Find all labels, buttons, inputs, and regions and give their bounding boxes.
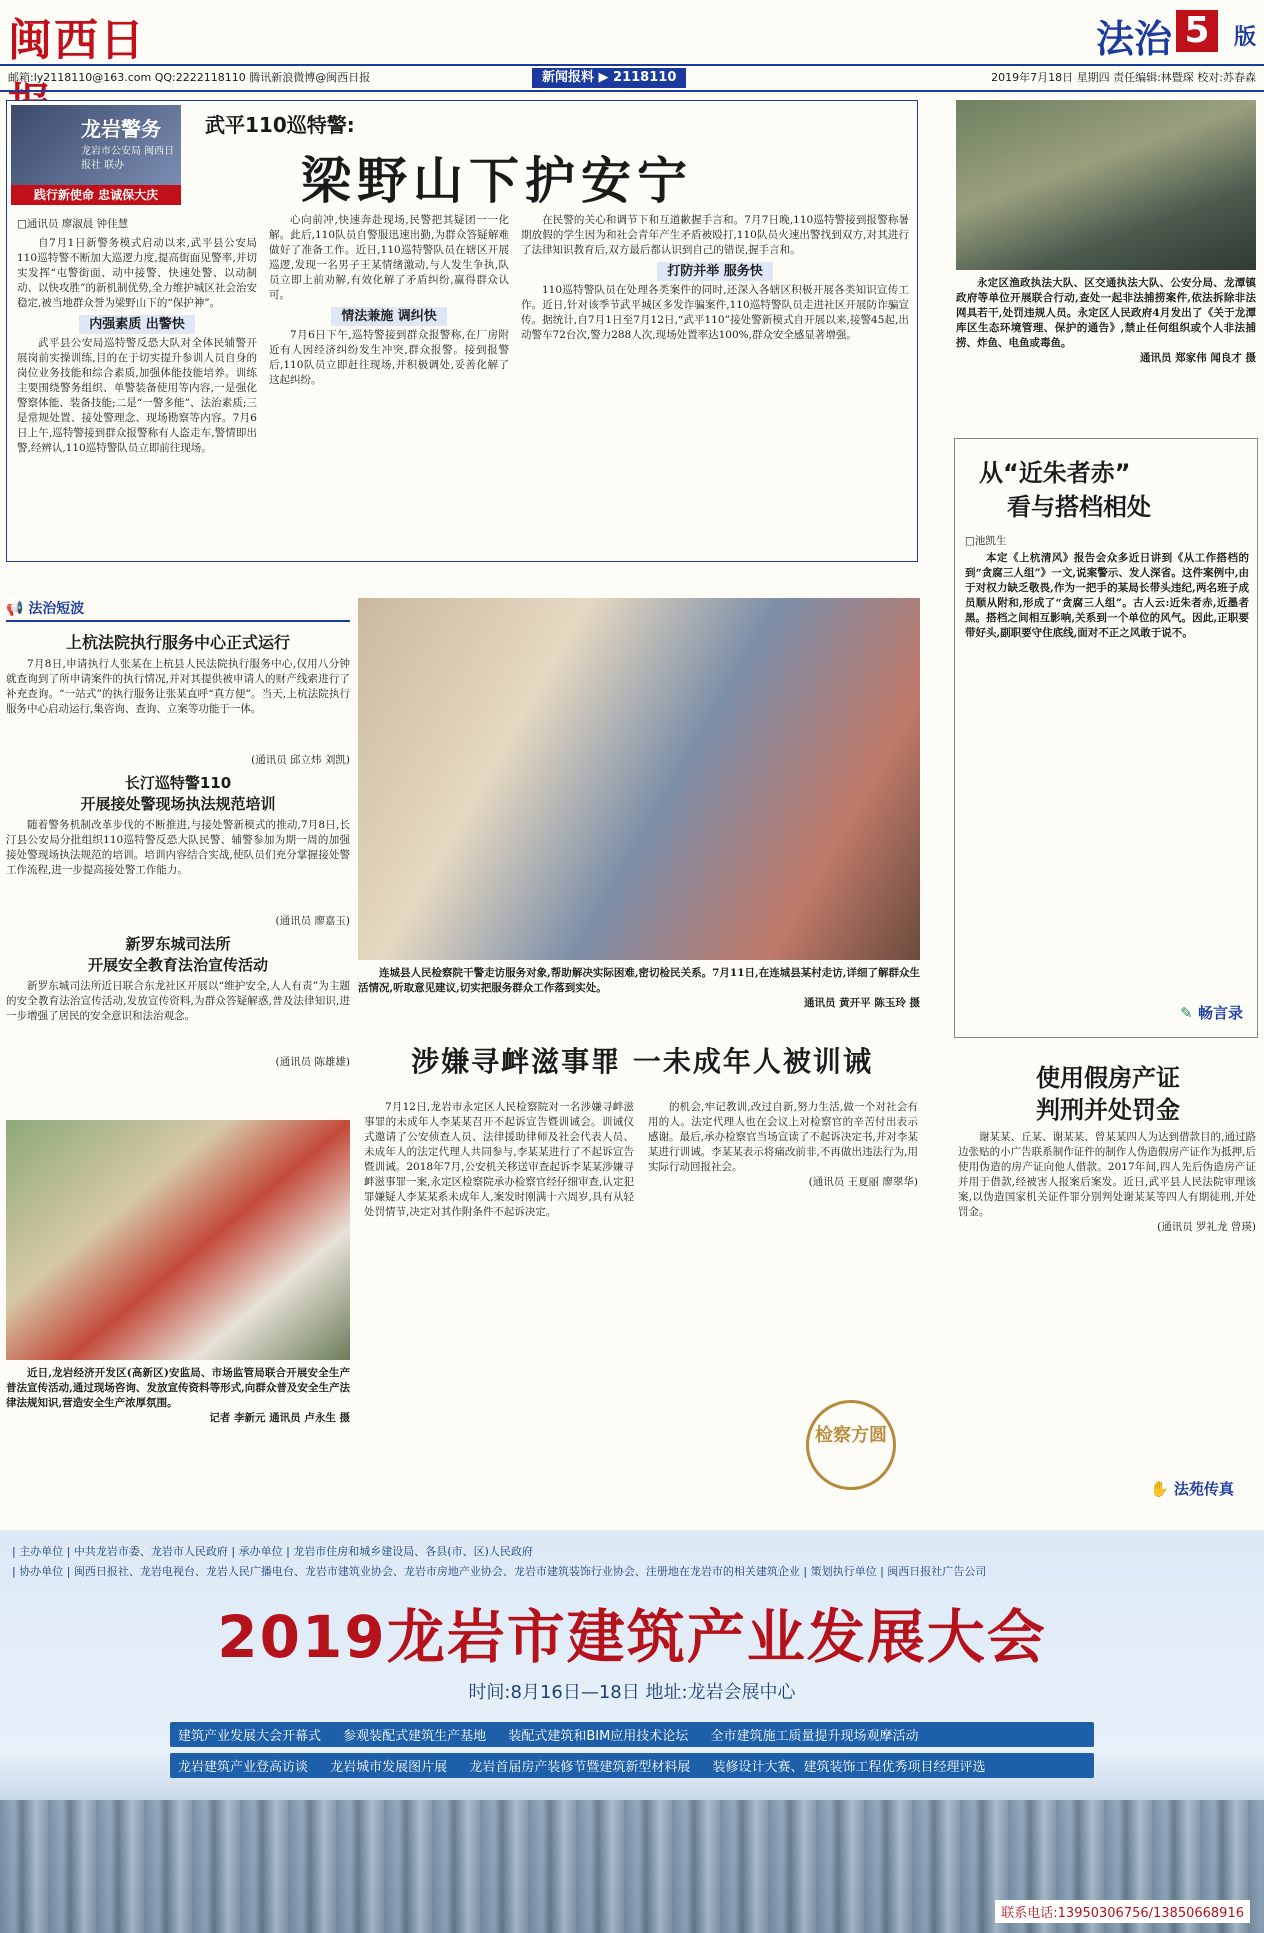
ad-events [170,1722,1094,1784]
fake-cert-credit: (通讯员 罗礼龙 曾瑛) [1157,1221,1256,1233]
prosecutor-visit-photo [358,598,920,960]
column-slogan: 践行新使命 忠诚保大庆 [11,185,181,205]
ad-event: 龙岩城市发展图片展 [330,1760,448,1775]
column-badge-sub: 龙岩市公安局 闽西日报社 联办 [81,146,175,171]
left-photo-caption [6,1366,350,1502]
law-news-column [6,598,350,1108]
commentary-byline: □池凯生 [965,535,1007,547]
feature-col2-text: 的机会,牢记教训,改过自新,努力生活,做一个对社会有用的人。法定代理人也在会议上对检察官的辛苦付出表示感谢。最后,承办检察官当场宣读了不起诉决定书,并对李某某进行训诫。李某某表示将痛改前非,不再做出违法行为,用实际行动回报社会。 [648,1101,918,1173]
ad-events-row-2 [170,1753,1094,1778]
fake-cert-body: 谢某某、丘某、谢某某、曾某某四人为达到借款目的,通过路边张贴的小广告联系制作证件的制作人伪造假房产证作为抵押,后使用伪造的房产证向他人借款。2017年间,四人先后伪造房产证并用于借款,经被害人报案后案发。近日,武平县人民法院审理该案,以伪造国家机关证件罪分别判处谢某某等四人有期徒刑,并处罚金。 [958,1131,1256,1218]
feature-headline: 涉嫌寻衅滋事罪 一未成年人被训诫 [411,1045,873,1078]
ad-event: 装修设计大赛、建筑装饰工程优秀项目经理评选 [712,1760,986,1775]
fake-cert-headline-2: 判刑并处罚金 [1036,1096,1180,1124]
ad-sponsors-line-1: | 主办单位 | 中共龙岩市委、龙岩市人民政府 | 承办单位 | 龙岩市住房和城乡建设局、各县(市、区)人民政府 [12,1545,533,1558]
lead-kicker: 武平110巡特警: [205,113,355,137]
column-badge [11,105,181,205]
news-hotline: 新闻报料 ▶ 2118110 [532,68,686,88]
pen-icon: ✎ [1180,1004,1193,1022]
law-news-item1-title: 上杭法院执行服务中心正式运行 [65,633,290,652]
law-news-item1-credit: (通讯员 邱立炜 刘凯) [251,754,350,766]
page-number: 5 [1176,10,1218,52]
megaphone-icon: 📢 [6,601,24,617]
commentary-headline-2: 看与搭档相处 [1007,493,1151,521]
boats-credit: 通讯员 郑家伟 闻良才 摄 [1140,352,1256,364]
lead-subhead-1: 内强素质 出警快 [17,317,257,332]
conference-ad [0,1530,1264,1933]
law-news-item2-title-2: 开展接处警现场执法规范培训 [80,795,276,813]
lead-col3-text: 在民警的关心和调节下和互道歉握手言和。7月7日晚,110巡特警接到报警称暑期放假的学生因为和社会青年产生矛盾被殴打,110队员火速出警找到双方,对其进行了法律知识教育后,双方最后都认识到自己的错误,握手言和。 [521,214,909,256]
lead-story [6,100,918,562]
law-news-item3-text: 新罗东城司法所近日联合东龙社区开展以“维护安全,人人有责”为主题的安全教育法治宣传活动,发放宣传资料,为群众答疑解惑,普及法律知识,进一步增强了居民的安全意识和法治观念。 [6,980,350,1022]
ad-sponsors [12,1542,1252,1582]
law-news-item2-credit: (通讯员 廖嘉玉) [275,915,350,927]
left-photo-credit: 记者 李新元 通讯员 卢永生 摄 [209,1412,350,1424]
commentary-tag-label: 畅言录 [1197,1004,1243,1022]
ad-time-venue: 时间:8月16日—18日 地址:龙岩会展中心 [468,1682,796,1703]
left-photo-caption-text: 近日,龙岩经济开发区(高新区)安监局、市场监管局联合开展安全生产普法宣传活动,通过现场咨询、发放宣传资料等形式,向群众普及安全生产法律法规知识,营造安全生产浓厚氛围。 [6,1367,350,1409]
law-news-item3-title-2: 开展安全教育法治宣传活动 [87,956,268,974]
center-photo-caption-text: 连城县人民检察院干警走访服务对象,帮助解决实际困难,密切检民关系。7月11日,在连城县某村走访,详细了解群众生活情况,听取意见建议,切实把服务群众工作落到实处。 [358,967,920,994]
law-news-badge [6,598,350,622]
lead-sub1-text: 武平县公安局巡特警反恐大队对全体民辅警开展岗前实操训练,目的在于切实提升参训人员自身的岗位业务技能和综合素质,加强体能技能培养。训练主要围绕警务组织、单警装备使用等内容,一是强化警察体能、装备技能;二是“一警多能”、法治素质;三是常规处置、接处警理念、现场勘察等内容。7月6日上午,巡特警接到群众报警称有人盗走车,警情即出警,经辨认,110巡特警队员立即前往现场。 [17,337,257,454]
law-news-item1-text: 7月8日,申请执行人张某在上杭县人民法院执行服务中心,仅用八分钟就查询到了所申请案件的执行情况,并对其提供被申请人的财产线索进行了补充查询。“一站式”的执行服务让张某直呼“真方便”。当天,上杭法院执行服务中心启动运行,集咨询、查询、立案等功能于一体。 [6,658,350,715]
center-photo-caption [358,966,920,1022]
ad-event: 龙岩建筑产业登高访谈 [178,1760,309,1775]
law-news-item2-title-1: 长汀巡特警110 [124,774,232,792]
lead-byline: □通讯员 廖淑晨 钟佳慧 [17,218,129,230]
law-news-item3-credit: (通讯员 陈雄雄) [275,1056,350,1068]
lead-column-3 [521,213,909,553]
commentary-text: 本定《上杭清风》报告会众多近日讲到《从工作搭档的到“贪腐三人组”》一文,说案警示、发人深省。这件案例中,由于对权力缺乏敬畏,作为一把手的某局长带头违纪,两名班子成员顺从附和,形成了“贪腐三人组”。古人云:近朱者赤,近墨者黑。搭档之间相互影响,关系到一个单位的风气。因此,正职要带好头,副职要守住底线,面对不正之风敢于说不。 [965,552,1249,639]
commentary-tag [1180,1002,1243,1023]
lead-subhead-3: 打防并举 服务快 [521,264,909,279]
fake-cert-tag-label: 法苑传真 [1173,1480,1234,1498]
fake-cert-headline-1: 使用假房产证 [1036,1064,1180,1092]
info-bar [0,64,1264,92]
ad-phone: 联系电话:13950306756/13850668916 [995,1900,1250,1923]
lead-sub3-text: 110巡特警队员在处理各类案件的同时,还深入各辖区积极开展各类知识宣传工作。近日,针对该季节武平城区多发诈骗案件,110巡特警队员走进社区开展防诈骗宣传。据统计,自7月1日至7月12日,“武平110”接处警新模式自开展以来,接警45起,出动警车72台次,警力288人次,现场处置率达100%,群众安全感显著增强。 [521,284,909,341]
prosecution-stamp: 检察方圆 [806,1400,896,1490]
law-news-badge-label: 法治短波 [28,601,85,617]
newspaper-logo: 闽西日 [8,15,146,66]
lead-col2-text: 心向前冲,快速奔赴现场,民警把其疑团一一化解。此后,110队员自警服迅速出勤,为群众答疑解难做好了准备工作。近日,110巡特警队员在辖区开展巡逻,发现一名男子王某情绪激动,与人发生争执,队员立即上前劝解,有效化解了矛盾纠纷,赢得群众认可。 [269,214,509,301]
commentary-box [954,438,1258,1038]
lead-intro: 自7月1日新警务模式启动以来,武平县公安局110巡特警不断加大巡逻力度,提高街面见警率,并切实发挥“屯警街面、动中接警、快速处警、以动制动、以快攻胜”的新机制优势,全力维护城区社会治安稳定,被当地群众誉为梁野山下的“保护神”。 [17,237,257,309]
ad-events-row-1 [170,1722,1094,1747]
lead-subhead-2: 情法兼施 调纠快 [269,309,509,324]
lead-column-2 [269,213,509,553]
boats-photo [956,100,1256,270]
feature-credit: (通讯员 王夏丽 廖翠华) [808,1176,918,1188]
ad-event: 装配式建筑和BIM应用技术论坛 [508,1729,689,1744]
safety-outreach-photo [6,1120,350,1360]
issue-info: 2019年7月18日 星期四 责任编辑:林暨琛 校对:苏春森 [991,71,1256,84]
ad-title: 2019龙岩市建筑产业发展大会 [217,1603,1047,1671]
ad-event: 参观装配式建筑生产基地 [343,1729,487,1744]
boats-caption-text: 永定区渔政执法大队、区交通执法大队、公安分局、龙潭镇政府等单位开展联合行动,查处一起非法捕捞案件,依法拆除非法网具若干,处罚违规人员。永定区人民政府4月发出了《关于龙潭库区生态环境管理、保护的通告》,禁止任何组织或个人非法捕捞、炸鱼、电鱼或毒鱼。 [956,277,1256,349]
page-unit: 版 [1233,25,1256,50]
ad-sponsors-line-2: | 协办单位 | 闽西日报社、龙岩电视台、龙岩人民广播电台、龙岩市建筑业协会、龙岩市房地产业协会、龙岩市建筑装饰行业协会、注册地在龙岩市的相关建筑企业 | 策划执行单位 | 闽西日报社广告公司 [12,1565,987,1578]
lead-column-1 [17,213,257,553]
contact-info: 邮箱:ly2118110@163.com QQ:2222118110 腾讯新浪微博@闽西日报 [8,71,371,84]
commentary-headline-1: 从“近朱者赤” [979,459,1131,487]
center-photo-credit: 通讯员 黄开平 陈玉玲 摄 [804,997,920,1009]
lead-headline: 梁野山下护安宁 [301,152,693,210]
boats-caption [956,276,1256,416]
law-news-item3-title-1: 新罗东城司法所 [125,935,231,953]
ad-event: 建筑产业发展大会开幕式 [178,1729,322,1744]
lead-sub2-text: 7月6日下午,巡特警接到群众报警称,在厂房附近有人因经济纠纷发生冲突,群众报警。接到报警后,110队员立即赶往现场,并积极调处,妥善化解了这起纠纷。 [269,329,509,386]
ad-event: 全市建筑施工质量提升现场观摩活动 [710,1729,919,1744]
column-badge-title: 龙岩警务 [81,117,161,141]
fake-cert-tag [1150,1478,1234,1499]
ad-event: 龙岩首届房产装修节暨建筑新型材料展 [469,1760,691,1775]
hand-icon: ✋ [1150,1480,1169,1498]
fake-cert-text [958,1130,1256,1470]
section-title: 法治 [1095,17,1172,61]
law-news-item2-text: 随着警务机制改革步伐的不断推进,与接处警新模式的推动,7月8日,长汀县公安局分批组织110巡特警反恐大队民警、辅警参加为期一周的加强接处警现场执法规范的培训。培训内容结合实战,使队员们充分掌握接处警工作流程,进一步提高接处警工作能力。 [6,819,350,876]
feature-column-1: 7月12日,龙岩市永定区人民检察院对一名涉嫌寻衅滋事罪的未成年人李某某召开不起诉宣告暨训诫会。训诫仪式邀请了公安侦查人员、法律援助律师及社会代表人员、未成年人的法定代理人共同参与,李某某进行了不起诉宣告暨训诫。2018年7月,公安机关移送审查起诉李某某涉嫌寻衅滋事罪一案,永定区检察院承办检察官经仔细审查,认定犯罪嫌疑人李某某系未成年人,案发时刚满十六周岁,具有从轻处罚情节,决定对其作附条件不起诉决定。 [364,1101,634,1218]
